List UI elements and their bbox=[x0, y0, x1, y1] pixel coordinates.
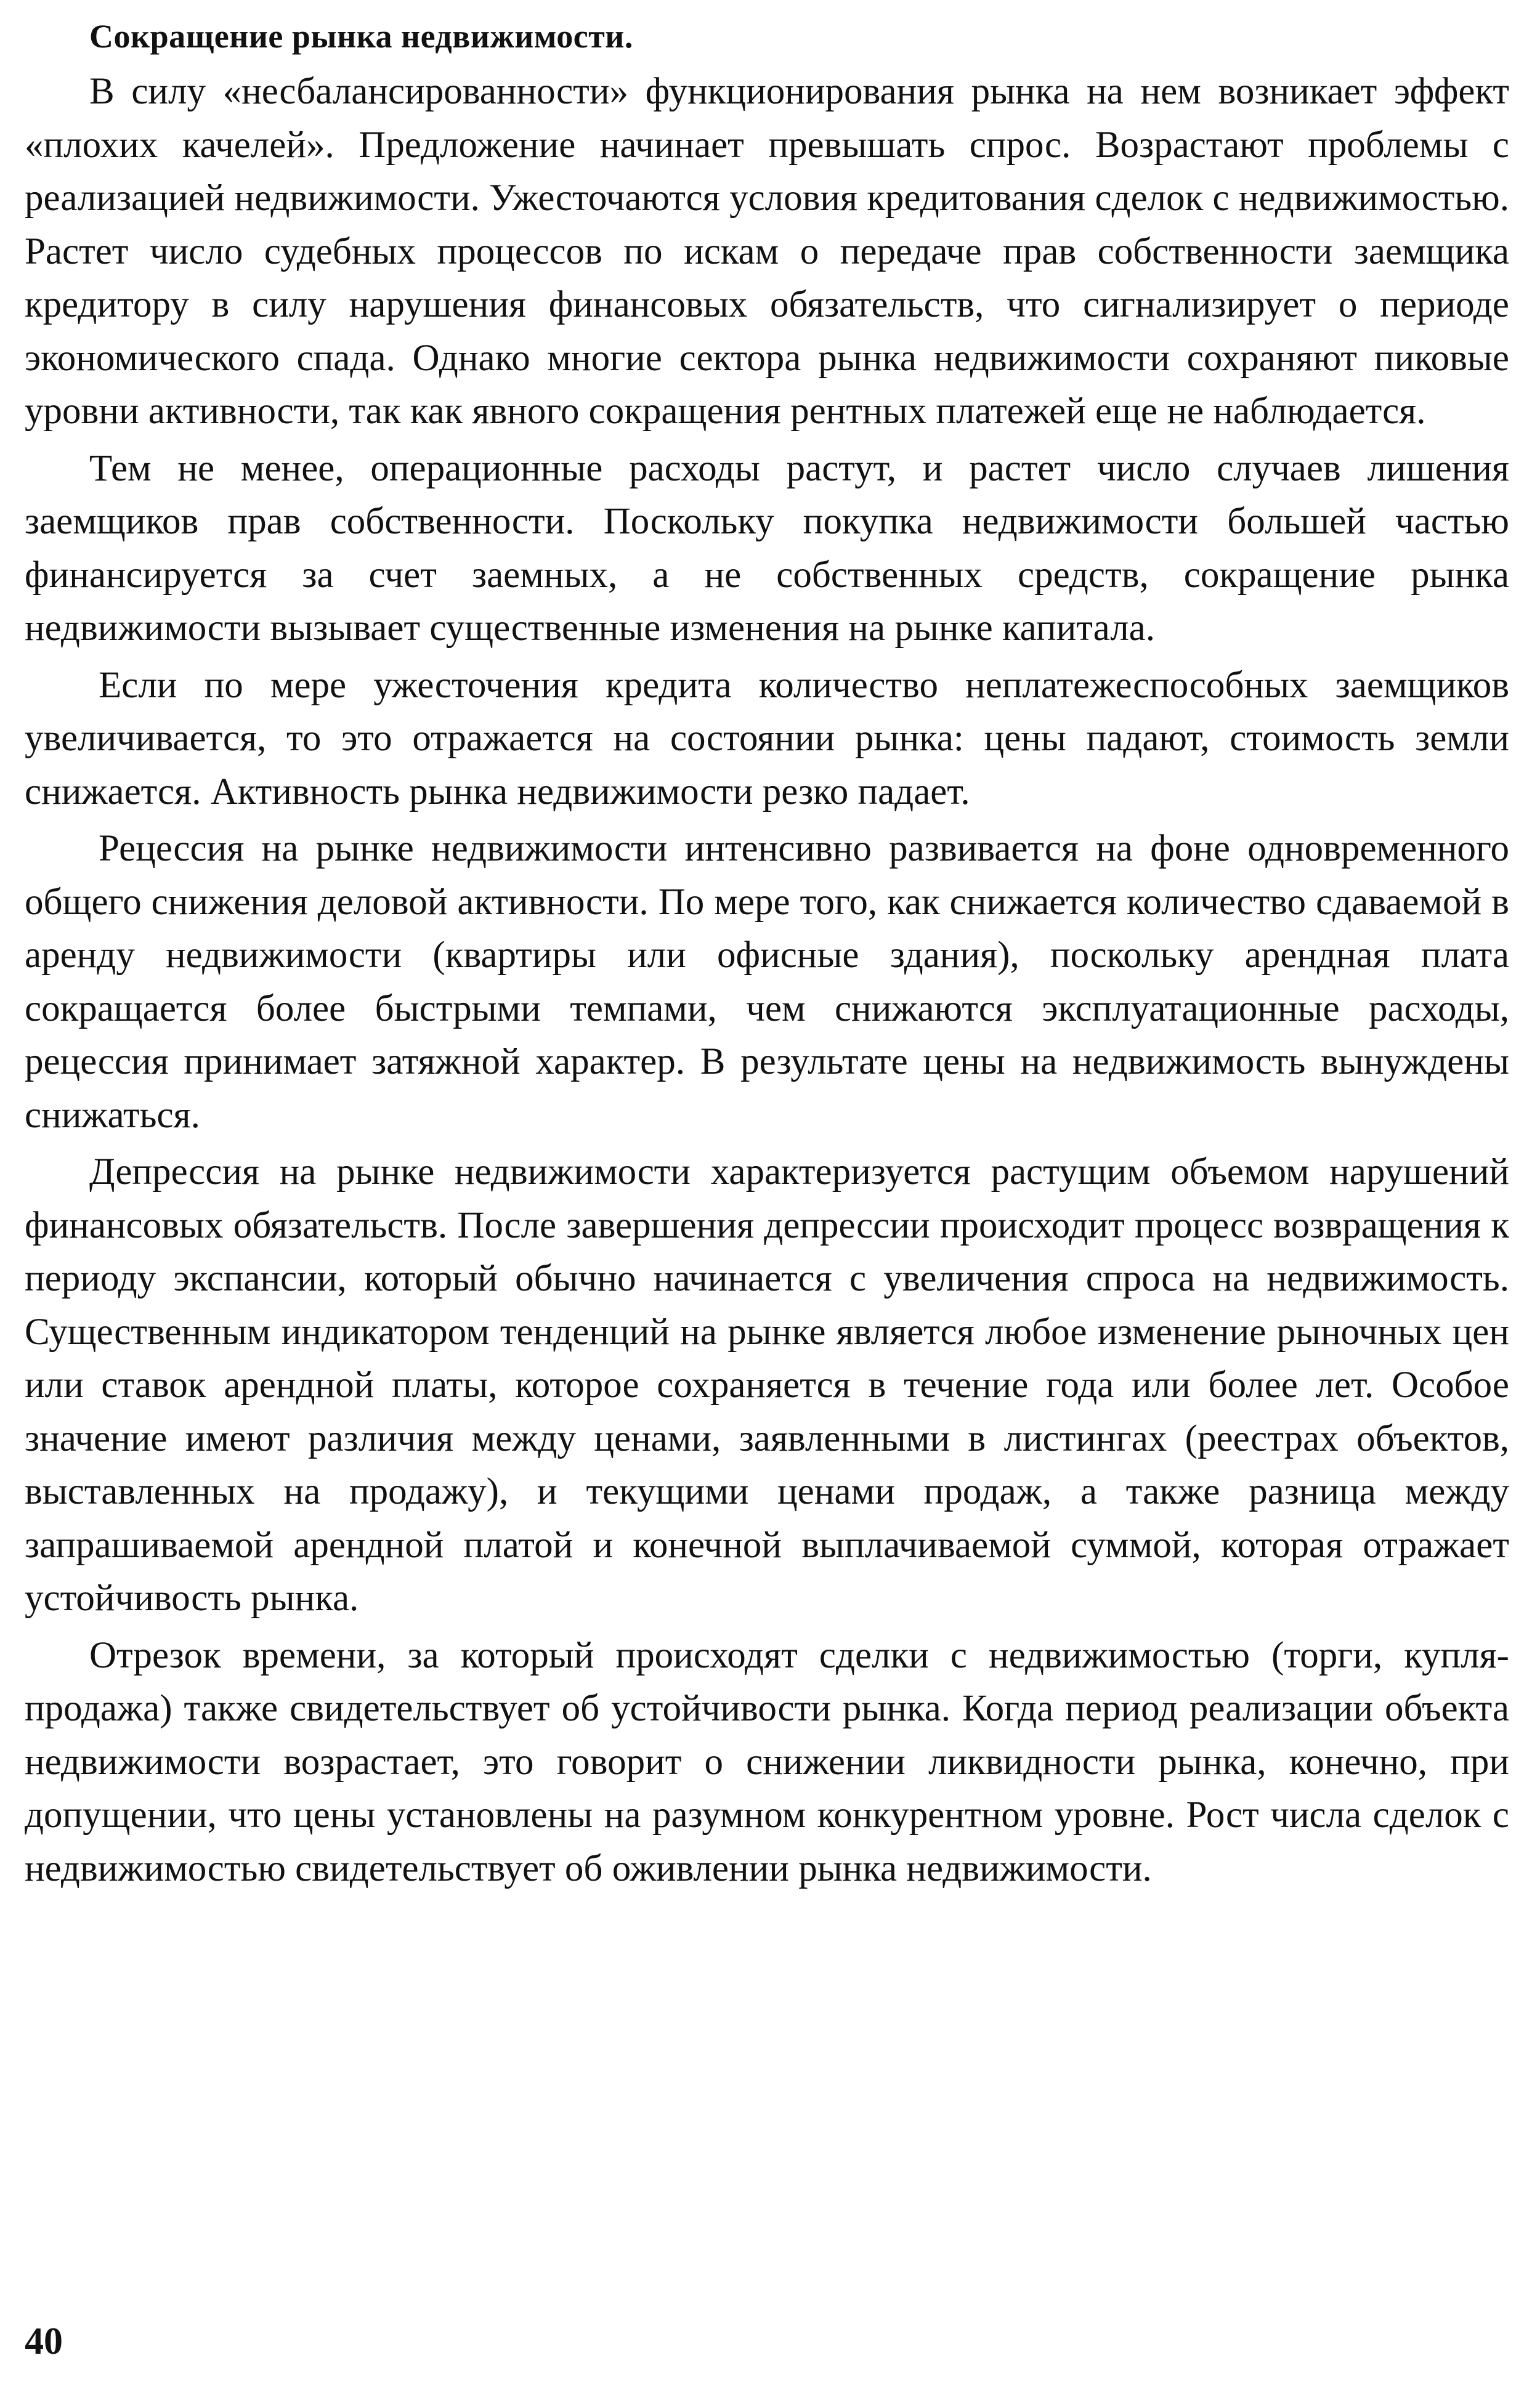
book-page bbox=[25, 10, 1509, 2375]
section-heading: Сокращение рынка недвижимости. bbox=[89, 18, 633, 55]
paragraph-market-contraction: В силу «несбалансированности» функционирования рынка на нем возникает эффект «плохих качелей». Предложение начинает превышать спрос. Возрастают проблемы с реализацией недвижимости. Ужесточаются условия кредитования сделок с недвижимостью. Растет число судебных процессов по искам о передаче прав собственности заемщика кредитору в силу нарушения финансовых обязательств, что сигнализирует о периоде экономического спада. Однако многие сектора рынка недвижимости сохраняют пиковые уровни активности, так как явного сокращения рентных платежей еще не наблюдается. bbox=[25, 71, 1509, 432]
paragraph-recession: Рецессия на рынке недвижимости интенсивно развивается на фоне одновременного общего снижения деловой активности. По мере того, как снижается количество сдаваемой в аренду недвижимости (квартиры или офисные здания), поскольку арендная плата сокращается более быстрыми темпами, чем снижаются эксплуатационные расходы, рецессия принимает затяжной характер. В результате цены на недвижимость вынуждены снижаться. bbox=[25, 828, 1509, 1136]
paragraph-credit-tightening: Если по мере ужесточения кредита количество неплатежеспособных заемщиков увеличивается, то это отражается на состоянии рынка: цены падают, стоимость земли снижается. Активность рынка недвижимости резко падает. bbox=[25, 664, 1509, 813]
paragraph-depression: Депрессия на рынке недвижимости характеризуется растущим объемом нарушений финансовых обязательств. После завершения депрессии происходит процесс возвращения к периоду экспансии, который обычно начинается с увеличения спроса на недвижимость. Существенным индикатором тенденций на рынке является любое изменение рыночных цен или ставок арендной платы, которое сохраняется в течение года или более лет. Особое значение имеют различия между ценами, заявленными в листингах (реестрах объектов, выставленных на продажу), и текущими ценами продаж, а также разница между запрашиваемой арендной платой и конечной выплачиваемой суммой, которая отражает устойчивость рынка. bbox=[25, 1151, 1509, 1619]
page-number: 40 bbox=[25, 2320, 63, 2362]
paragraph-transaction-time: Отрезок времени, за который происходят сделки с недвижимостью (торги, купля-продажа) также свидетельствует об устойчивости рынка. Когда период реализации объекта недвижимости возрастает, это говорит о снижении ликвидности рынка, конечно, при допущении, что цены установлены на разумном конкурентном уровне. Рост числа сделок с недвижимостью свидетельствует об оживлении рынка недвижимости. bbox=[25, 1634, 1509, 1889]
paragraph-operating-costs: Тем не менее, операционные расходы растут, и растет число случаев лишения заемщиков прав собственности. Поскольку покупка недвижимости большей частью финансируется за счет заемных, а не собственных средств, сокращение рынка недвижимости вызывает существенные изменения на рынке капитала. bbox=[25, 447, 1509, 649]
